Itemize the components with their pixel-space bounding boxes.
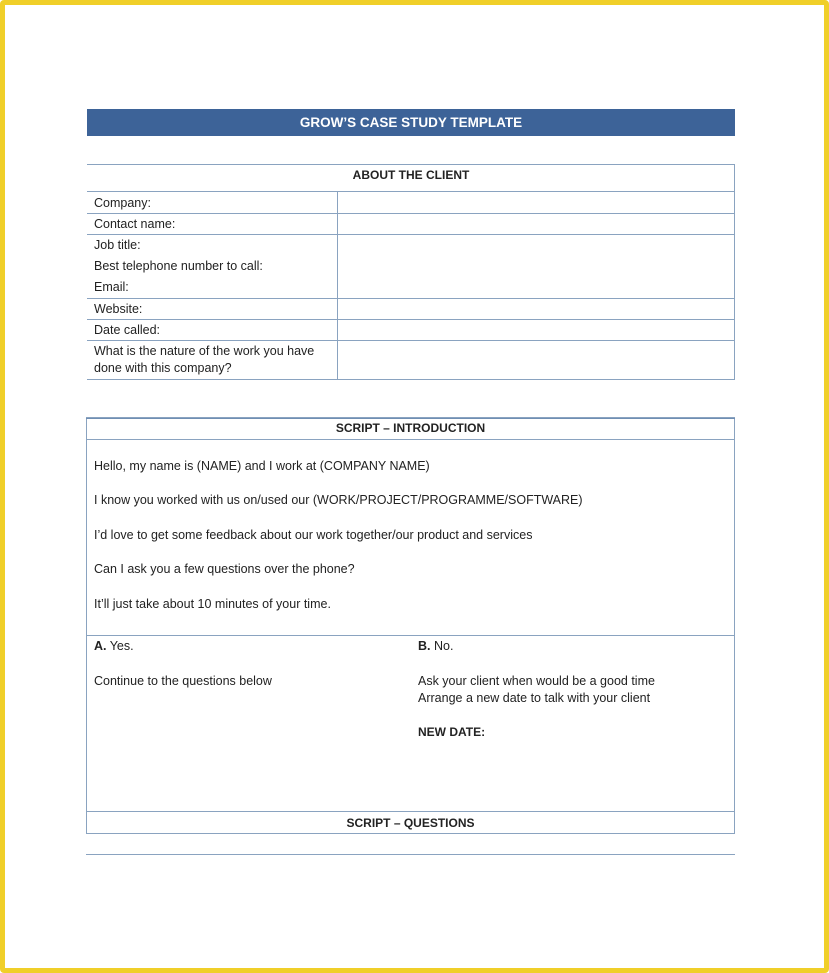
table-bottom-rule <box>87 379 735 380</box>
option-a-letter: A. <box>94 639 107 653</box>
row-divider <box>87 234 735 235</box>
date-called-label: Date called: <box>94 323 161 337</box>
bottom-rule <box>86 854 735 855</box>
document-title: GROW’S CASE STUDY TEMPLATE <box>87 109 735 136</box>
option-a-instruction: Continue to the questions below <box>94 674 272 688</box>
job-title-label: Job title: <box>94 238 141 252</box>
telephone-label: Best telephone number to call: <box>94 259 263 273</box>
script-questions-header: SCRIPT – QUESTIONS <box>346 816 475 830</box>
option-b-text: No. <box>430 639 454 653</box>
row-divider <box>87 191 735 192</box>
row-divider <box>86 439 735 440</box>
intro-line-5: It’ll just take about 10 minutes of your time. <box>94 597 331 611</box>
script-intro-header: SCRIPT – INTRODUCTION <box>335 421 486 435</box>
company-label: Company: <box>94 196 151 210</box>
intro-line-4: Can I ask you a few questions over the phone? <box>94 562 355 576</box>
row-divider <box>86 635 735 636</box>
option-b-label <box>418 639 453 653</box>
option-b-letter: B. <box>418 639 431 653</box>
about-client-header: ABOUT THE CLIENT <box>352 168 470 182</box>
work-nature-label-line2: done with this company? <box>94 361 232 375</box>
row-divider <box>87 298 735 299</box>
column-divider <box>337 191 338 379</box>
table-right-border <box>734 164 735 379</box>
row-divider <box>86 811 735 812</box>
option-a-label <box>94 639 134 653</box>
option-b-instruction-2: Arrange a new date to talk with your client <box>418 691 651 705</box>
intro-line-3: I’d love to get some feedback about our work together/our product and services <box>94 528 533 542</box>
script-top-rule <box>86 418 735 419</box>
new-date-label: NEW DATE: <box>418 725 486 739</box>
option-b-instruction-1: Ask your client when would be a good time <box>418 674 655 688</box>
intro-line-2: I know you worked with us on/used our (WORK/PROJECT/PROGRAMME/SOFTWARE) <box>94 493 583 507</box>
row-divider <box>87 213 735 214</box>
table-top-rule <box>87 164 735 165</box>
email-label: Email: <box>94 280 129 294</box>
contact-name-label: Contact name: <box>94 217 176 231</box>
work-nature-label-line1: What is the nature of the work you have <box>94 344 315 358</box>
row-divider <box>87 319 735 320</box>
intro-line-1: Hello, my name is (NAME) and I work at (COMPANY NAME) <box>94 459 430 473</box>
script-box <box>86 417 735 834</box>
website-label: Website: <box>94 302 143 316</box>
row-divider <box>87 340 735 341</box>
option-a-text: Yes. <box>106 639 134 653</box>
